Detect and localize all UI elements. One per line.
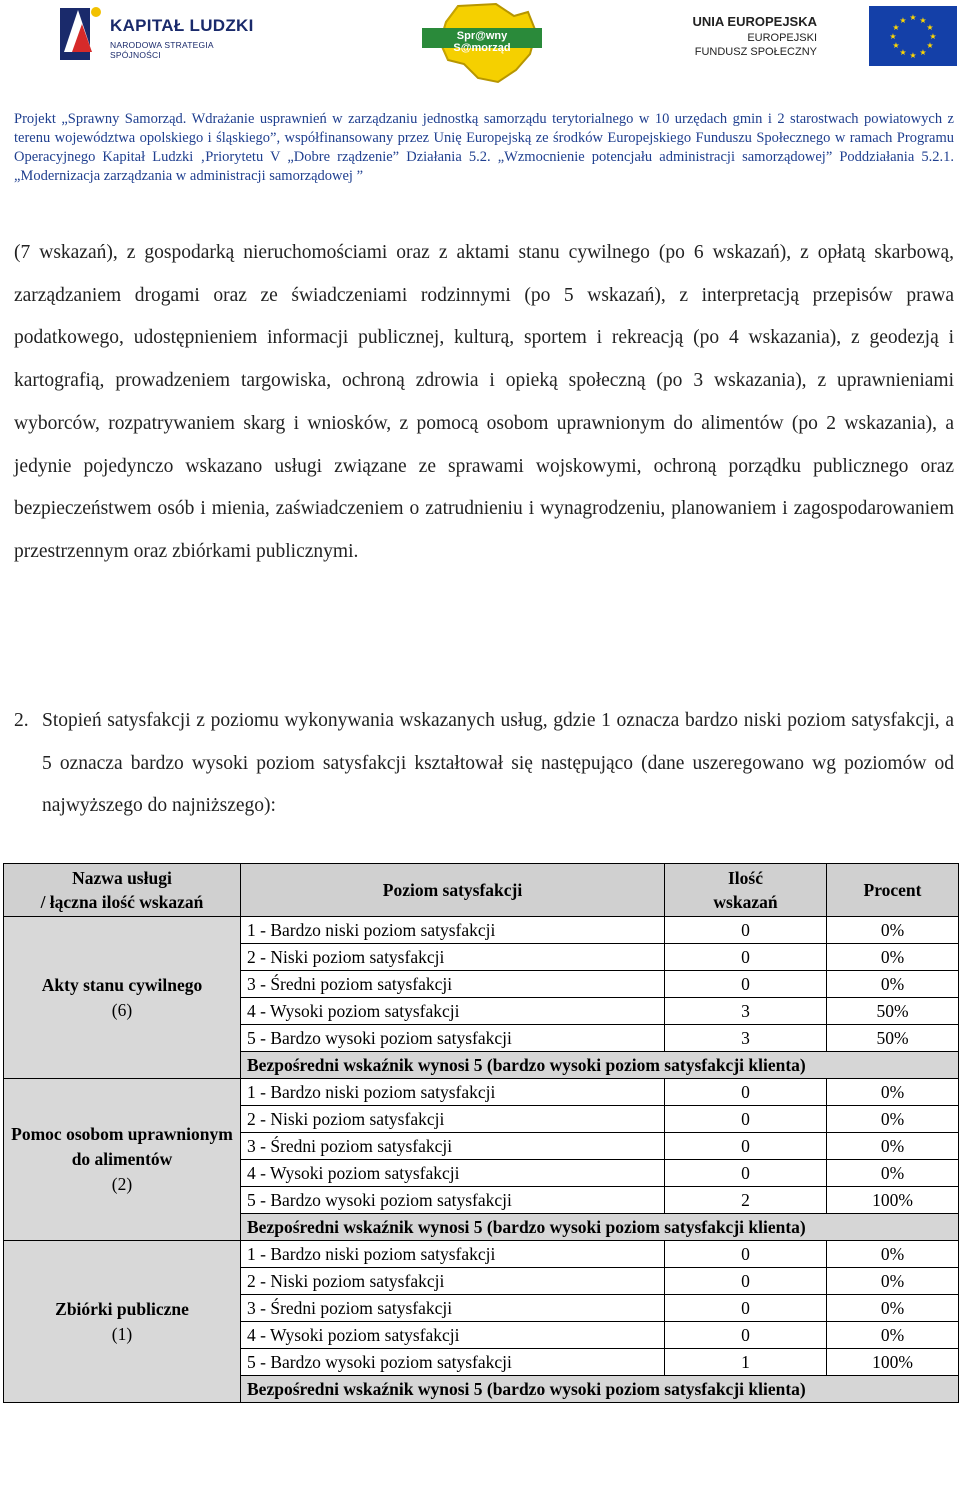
samorzad-logo-text: Spr@wny S@morząd bbox=[453, 30, 511, 54]
service-name: Pomoc osobom uprawnionym do alimentów bbox=[11, 1124, 233, 1169]
percent-cell: 0% bbox=[827, 971, 959, 998]
eu-title: UNIA EUROPEJSKA bbox=[692, 14, 817, 29]
level-cell: 5 - Bardzo wysoki poziom satysfakcji bbox=[241, 1349, 665, 1376]
svg-text:★: ★ bbox=[899, 48, 907, 57]
kapital-ludzki-emblem-icon bbox=[58, 2, 104, 64]
percent-cell: 0% bbox=[827, 1268, 959, 1295]
count-cell: 0 bbox=[665, 1241, 827, 1268]
svg-text:★: ★ bbox=[909, 51, 917, 60]
header-service bbox=[4, 864, 241, 917]
level-cell: 1 - Bardzo niski poziom satysfakcji bbox=[241, 1241, 665, 1268]
kapital-ludzki-title: KAPITAŁ LUDZKI bbox=[110, 16, 254, 35]
svg-text:★: ★ bbox=[919, 48, 927, 57]
level-cell: 2 - Niski poziom satysfakcji bbox=[241, 1268, 665, 1295]
table-row bbox=[4, 917, 959, 944]
count-cell: 0 bbox=[665, 1079, 827, 1106]
eu-fund-line2: FUNDUSZ SPOŁECZNY bbox=[694, 46, 817, 58]
eu-fund-line1: EUROPEJSKI bbox=[747, 32, 817, 44]
percent-cell: 100% bbox=[827, 1187, 959, 1214]
svg-text:★: ★ bbox=[929, 32, 937, 41]
service-name-cell bbox=[4, 1241, 241, 1403]
eu-logo bbox=[692, 6, 957, 68]
count-cell: 3 bbox=[665, 998, 827, 1025]
percent-cell: 0% bbox=[827, 1295, 959, 1322]
level-cell: 3 - Średni poziom satysfakcji bbox=[241, 1133, 665, 1160]
level-cell: 1 - Bardzo niski poziom satysfakcji bbox=[241, 917, 665, 944]
summary-cell: Bezpośredni wskaźnik wynosi 5 (bardzo wysoki poziom satysfakcji klienta) bbox=[241, 1052, 959, 1079]
count-cell: 2 bbox=[665, 1187, 827, 1214]
percent-cell: 50% bbox=[827, 1025, 959, 1052]
section-point-2 bbox=[14, 700, 954, 828]
header-count-line2: wskazań bbox=[713, 892, 778, 912]
count-cell: 0 bbox=[665, 1322, 827, 1349]
level-cell: 1 - Bardzo niski poziom satysfakcji bbox=[241, 1079, 665, 1106]
summary-cell: Bezpośredni wskaźnik wynosi 5 (bardzo wysoki poziom satysfakcji klienta) bbox=[241, 1214, 959, 1241]
percent-cell: 0% bbox=[827, 1106, 959, 1133]
table-row bbox=[4, 1241, 959, 1268]
percent-cell: 0% bbox=[827, 1241, 959, 1268]
percent-cell: 0% bbox=[827, 1322, 959, 1349]
level-cell: 2 - Niski poziom satysfakcji bbox=[241, 944, 665, 971]
level-cell: 4 - Wysoki poziom satysfakcji bbox=[241, 998, 665, 1025]
level-cell: 3 - Średni poziom satysfakcji bbox=[241, 971, 665, 998]
percent-cell: 0% bbox=[827, 1133, 959, 1160]
header-percent: Procent bbox=[827, 864, 959, 917]
percent-cell: 0% bbox=[827, 1160, 959, 1187]
point-number: 2. bbox=[14, 710, 29, 731]
svg-text:★: ★ bbox=[909, 13, 917, 22]
level-cell: 4 - Wysoki poziom satysfakcji bbox=[241, 1160, 665, 1187]
kapital-ludzki-subtitle: NARODOWA STRATEGIA SPÓJNOŚCI bbox=[110, 40, 214, 60]
svg-text:★: ★ bbox=[926, 23, 934, 32]
percent-cell: 100% bbox=[827, 1349, 959, 1376]
count-cell: 0 bbox=[665, 1133, 827, 1160]
percent-cell: 50% bbox=[827, 998, 959, 1025]
project-description: Projekt „Sprawny Samorząd. Wdrażanie usprawnień w zarządzaniu jednostką samorządu terytorialnego w 10 urzędach gmin i 2 starostwach powiatowych z terenu województwa opolskiego i śląskiego”, współfinansowany przez Unię Europejską ze środków Europejskiego Funduszu Społecznego w ramach Programu Operacyjnego Kapitał Ludzki ‚Priorytetu V „Dobre rządzenie” Działania 5.2. „Wzmocnienie potencjału administracji samorządowej” Poddziałania 5.2.1. „Modernizacja zarządzania w administracji samorządowej ” bbox=[14, 111, 954, 184]
svg-text:★: ★ bbox=[892, 41, 900, 50]
percent-cell: 0% bbox=[827, 917, 959, 944]
level-cell: 5 - Bardzo wysoki poziom satysfakcji bbox=[241, 1187, 665, 1214]
count-cell: 0 bbox=[665, 917, 827, 944]
service-name-cell bbox=[4, 917, 241, 1079]
count-cell: 0 bbox=[665, 1268, 827, 1295]
logo-header bbox=[0, 0, 960, 100]
header-service-line1: Nazwa usługi bbox=[72, 868, 172, 888]
count-cell: 0 bbox=[665, 971, 827, 998]
body-paragraph: (7 wskazań), z gospodarką nieruchomościami oraz z aktami stanu cywilnego (po 6 wskazań), z opłatą skarbową, zarządzaniem drogami oraz ze świadczeniami rodzinnymi (po 5 wskazań), z interpretacją przepisów prawa podatkowego, udostępnieniem informacji publicznej, kulturą, sportem i rekreacją (po 4 wskazania), z geodezją i kartografią, prowadzeniem targowiska, ochroną zdrowia i opieką społeczną (po 3 wskazania), z uprawnieniami wyborców, rozpatrywaniem skarg i wniosków, z pomocą osobom uprawnionym do alimentów (po 2 wskazania), a jedynie pojedynczo wskazano usługi związane ze sprawami wojskowymi, ochroną porządku publicznego oraz bezpieczeństwem osób i mienia, zaświadczeniem o zatrudnieniu i wynagrodzeniu, planowaniem i zagospodarowaniem przestrzennym oraz zbiórkami publicznymi. bbox=[14, 242, 954, 562]
header-count bbox=[665, 864, 827, 917]
percent-cell: 0% bbox=[827, 1079, 959, 1106]
service-total: (6) bbox=[111, 999, 133, 1020]
svg-text:★: ★ bbox=[889, 32, 897, 41]
level-cell: 5 - Bardzo wysoki poziom satysfakcji bbox=[241, 1025, 665, 1052]
svg-text:★: ★ bbox=[919, 16, 927, 25]
eu-flag-icon bbox=[869, 6, 957, 66]
samorzad-logo bbox=[418, 2, 546, 86]
service-name-cell bbox=[4, 1079, 241, 1241]
table-header-row bbox=[4, 864, 959, 917]
service-total: (1) bbox=[111, 1323, 133, 1344]
count-cell: 1 bbox=[665, 1349, 827, 1376]
summary-cell: Bezpośredni wskaźnik wynosi 5 (bardzo wysoki poziom satysfakcji klienta) bbox=[241, 1376, 959, 1403]
count-cell: 0 bbox=[665, 944, 827, 971]
header-count-line1: Ilość bbox=[728, 868, 763, 888]
table-row bbox=[4, 1079, 959, 1106]
kapital-ludzki-logo bbox=[58, 2, 258, 66]
count-cell: 0 bbox=[665, 1106, 827, 1133]
count-cell: 0 bbox=[665, 1295, 827, 1322]
table-body bbox=[4, 917, 959, 1403]
svg-text:★: ★ bbox=[899, 16, 907, 25]
svg-text:★: ★ bbox=[892, 23, 900, 32]
service-name: Zbiórki publiczne bbox=[55, 1298, 189, 1319]
service-name: Akty stanu cywilnego bbox=[41, 974, 203, 995]
header-level: Poziom satysfakcji bbox=[241, 864, 665, 917]
service-total: (2) bbox=[111, 1174, 133, 1194]
count-cell: 0 bbox=[665, 1160, 827, 1187]
satisfaction-table bbox=[3, 863, 959, 1403]
level-cell: 2 - Niski poziom satysfakcji bbox=[241, 1106, 665, 1133]
level-cell: 4 - Wysoki poziom satysfakcji bbox=[241, 1322, 665, 1349]
count-cell: 3 bbox=[665, 1025, 827, 1052]
svg-text:★: ★ bbox=[926, 41, 934, 50]
header-service-line2: / łączna ilość wskazań bbox=[40, 892, 204, 912]
level-cell: 3 - Średni poziom satysfakcji bbox=[241, 1295, 665, 1322]
point-text: Stopień satysfakcji z poziomu wykonywania wskazanych usług, gdzie 1 oznacza bardzo niski poziom satysfakcji, a 5 oznacza bardzo wysoki poziom satysfakcji kształtował się następująco (dane uszeregowano wg poziomów od najwyższego do najniższego): bbox=[42, 710, 954, 817]
percent-cell: 0% bbox=[827, 944, 959, 971]
